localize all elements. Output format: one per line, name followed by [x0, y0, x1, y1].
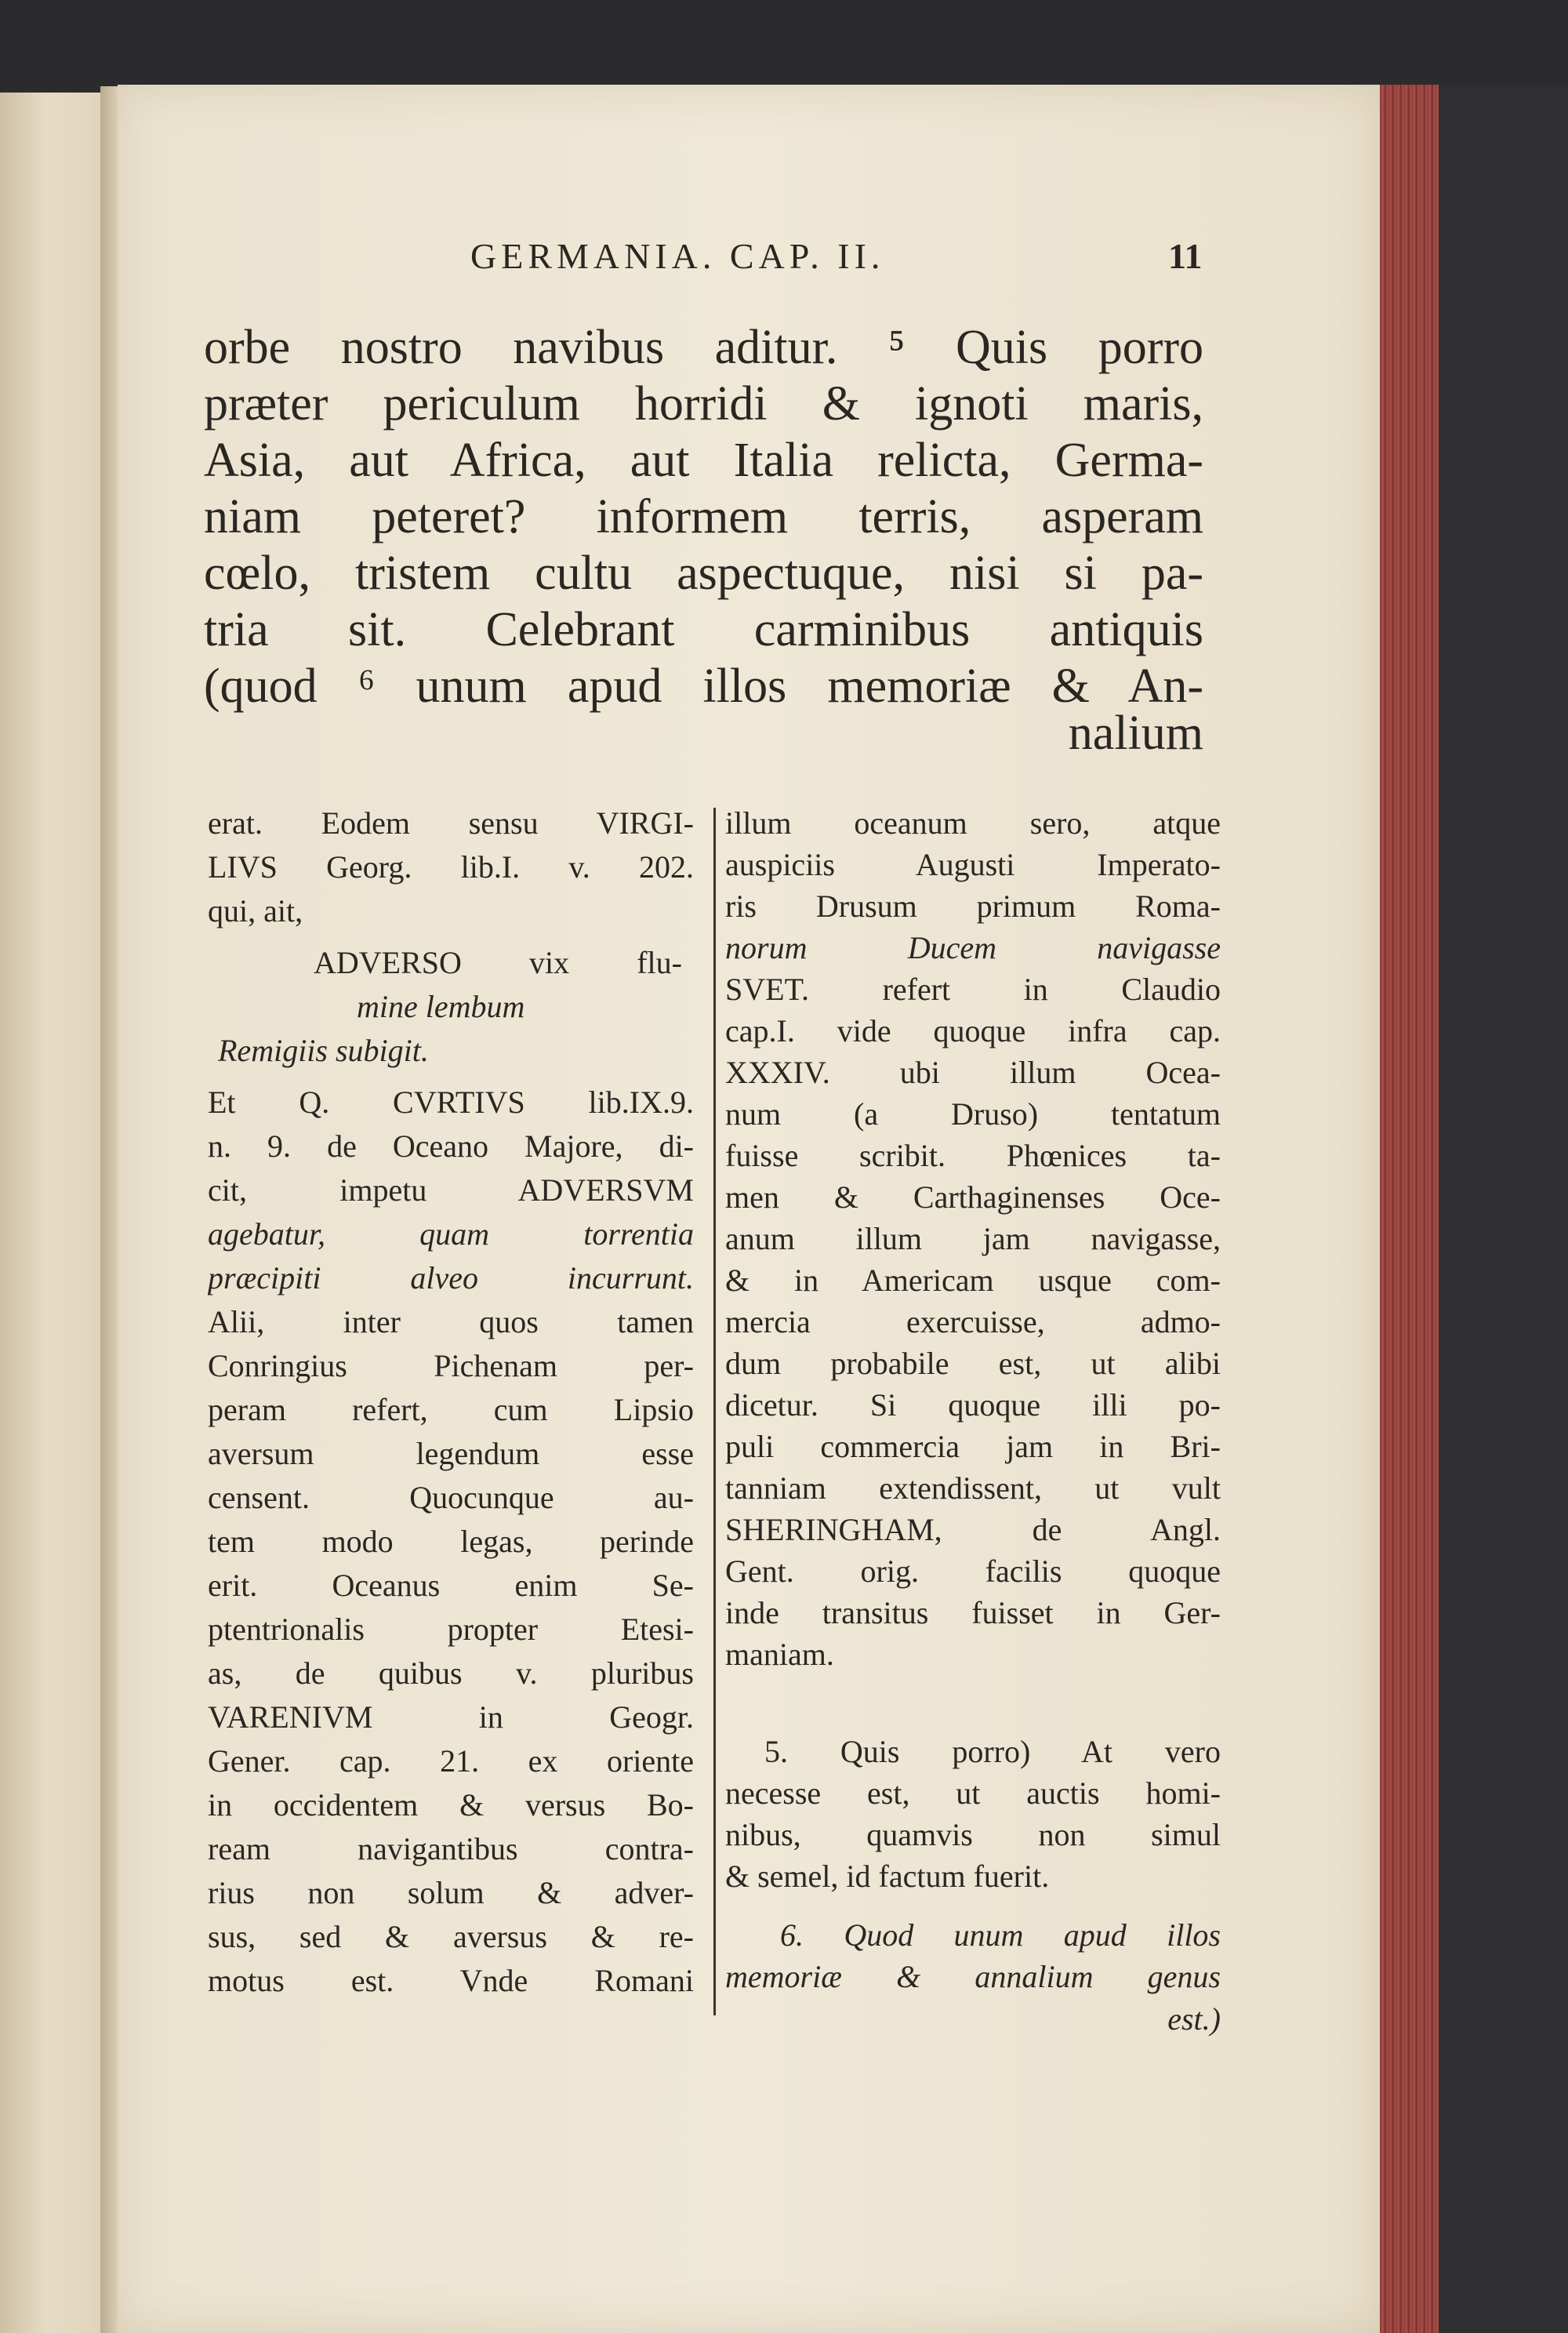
footnote-line: & in Americam usque com-: [725, 1265, 1221, 1298]
footnote-line: fuisse scribit. Phœnices ta-: [725, 1140, 1221, 1173]
footnote-line: & semel, id factum fuerit.: [725, 1861, 1050, 1894]
footnote-line: rius non solum & adver-: [208, 1877, 694, 1910]
footnote-line: motus est. Vnde Romani: [208, 1965, 694, 1998]
footnote-line: ream navigantibus contra-: [208, 1833, 694, 1866]
footnote-verse-line: Remigiis subigit.: [218, 1035, 429, 1068]
footnote-verse-line: ADVERSO vix flu-: [314, 947, 682, 980]
footnote-verse-line: mine lembum: [357, 991, 525, 1024]
page-number: 11: [1168, 236, 1203, 276]
footnote-line: as, de quibus v. pluribus: [208, 1658, 694, 1691]
footnote-line: Et Q. CVRTIVS lib.IX.9.: [208, 1087, 694, 1120]
footnote-line: in occidentem & versus Bo-: [208, 1790, 694, 1822]
footnote-line: anum illum jam navigasse,: [725, 1223, 1221, 1256]
footnote-line: Alii, inter quos tamen: [208, 1306, 694, 1339]
footnote-line: SVET. refert in Claudio: [725, 974, 1221, 1007]
footnote-line: necesse est, ut auctis homi-: [725, 1778, 1221, 1811]
footnote-line: Conringius Pichenam per-: [208, 1350, 694, 1383]
footnote-line: cit, impetu ADVERSVM: [208, 1175, 694, 1208]
footnote-line: est.): [1167, 2004, 1221, 2037]
footnote-line: SHERINGHAM, de Angl.: [725, 1514, 1221, 1547]
footnote-line: dicetur. Si quoque illi po-: [725, 1390, 1221, 1423]
footnote-line: men & Carthaginenses Oce-: [725, 1182, 1221, 1215]
footnote-line: sus, sed & aversus & re-: [208, 1921, 694, 1954]
footnote-line: tanniam extendissent, ut vult: [725, 1473, 1221, 1506]
footnote-line: tem modo legas, perinde: [208, 1526, 694, 1559]
body-line: præter periculum horridi & ignoti maris,: [204, 380, 1203, 431]
footnote-line: Gent. orig. facilis quoque: [725, 1556, 1221, 1589]
footnote-line: erat. Eodem sensu VIRGI-: [208, 808, 694, 841]
footnote-line: mercia exercuisse, admo-: [725, 1306, 1221, 1339]
column-rule: [713, 808, 716, 2015]
footnote-line: memoriæ & annalium genus: [725, 1961, 1221, 1994]
footnote-line: num (a Druso) tentatum: [725, 1099, 1221, 1132]
footnote-line: puli commercia jam in Bri-: [725, 1431, 1221, 1464]
body-line: orbe nostro navibus aditur. ⁵ Quis porro: [204, 323, 1203, 374]
body-line: Asia, aut Africa, aut Italia relicta, Germa-: [204, 436, 1203, 487]
footnote-line: qui, ait,: [208, 896, 303, 928]
footnote-line: agebatur, quam torrentia: [208, 1219, 694, 1252]
footnote-line: præcipiti alveo incurrunt.: [208, 1263, 694, 1296]
footnote-line: 6. Quod unum apud illos: [780, 1920, 1221, 1953]
page-edges: [1380, 85, 1439, 2333]
footnote-line: auspiciis Augusti Imperato-: [725, 849, 1221, 882]
footnote-line: norum Ducem navigasse: [725, 932, 1221, 965]
footnote-line: aversum legendum esse: [208, 1438, 694, 1471]
footnote-line: censent. Quocunque au-: [208, 1482, 694, 1515]
footnote-line: maniam.: [725, 1639, 834, 1672]
footnote-line: nibus, quamvis non simul: [725, 1819, 1221, 1852]
footnote-line: erit. Oceanus enim Se-: [208, 1570, 694, 1603]
body-line: niam peteret? informem terris, asperam: [204, 492, 1203, 543]
footnote-line: illum oceanum sero, atque: [725, 808, 1221, 841]
body-line: cœlo, tristem cultu aspectuque, nisi si pa-: [204, 549, 1203, 600]
footnote-line: LIVS Georg. lib.I. v. 202.: [208, 852, 694, 885]
body-line: nalium: [1068, 709, 1203, 760]
footnote-line: ptentrionalis propter Etesi-: [208, 1614, 694, 1647]
footnote-line: dum probabile est, ut alibi: [725, 1348, 1221, 1381]
footnote-line: Gener. cap. 21. ex oriente: [208, 1746, 694, 1779]
footnote-line: n. 9. de Oceano Majore, di-: [208, 1131, 694, 1164]
running-head: GERMANIA. CAP. II.: [470, 236, 885, 276]
footnote-line: 5. Quis porro) At vero: [764, 1736, 1221, 1769]
footnote-line: XXXIV. ubi illum Ocea-: [725, 1057, 1221, 1090]
footnote-line: ris Drusum primum Roma-: [725, 891, 1221, 924]
footnote-line: inde transitus fuisset in Ger-: [725, 1597, 1221, 1630]
background-shadow: [1439, 85, 1568, 2333]
footnote-line: VARENIVM in Geogr.: [208, 1702, 694, 1735]
footnote-line: cap.I. vide quoque infra cap.: [725, 1016, 1221, 1048]
body-line: (quod ⁶ unum apud illos memoriæ & An-: [204, 662, 1203, 713]
footnote-line: peram refert, cum Lipsio: [208, 1394, 694, 1427]
body-line: tria sit. Celebrant carminibus antiquis: [204, 605, 1203, 656]
